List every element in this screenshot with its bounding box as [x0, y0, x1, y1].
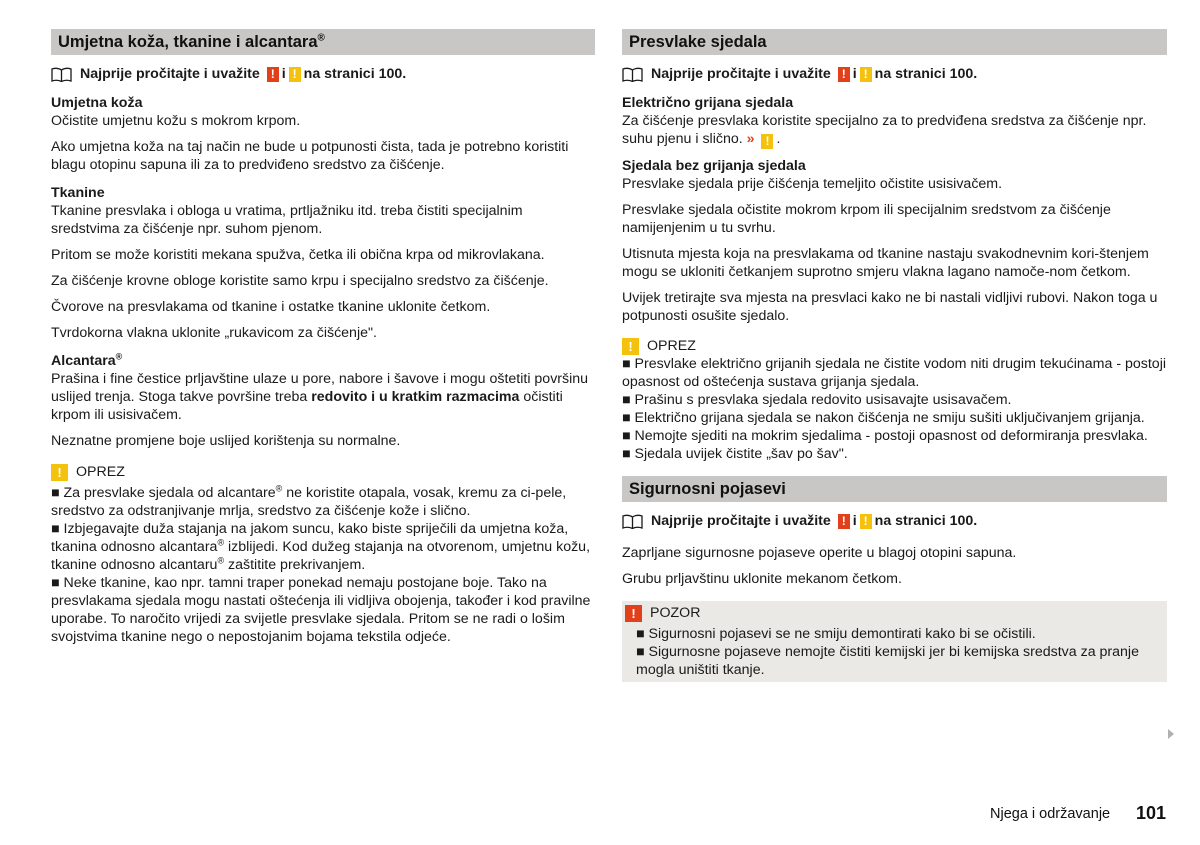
paragraph: Utisnuta mjesta koja na presvlakama od tkanine nastaju svakodnevnim kori-štenjem mogu se ukloniti četkanjem suprotno smjeru vlakna lagano namoče-nom četkom. [622, 246, 1149, 280]
warning-box [622, 601, 1167, 682]
caution-yellow-icon: ! [51, 464, 68, 481]
section-heading-synthetic-leather: Umjetna koža, tkanine i alcantara® [51, 29, 595, 55]
paragraph: Za čišćenje presvlaka koristite specijalno za to predviđena sredstva za čišćenje npr. suhu pjenu i slično. » ! . [622, 113, 1147, 148]
subheading: Tkanine [51, 185, 105, 201]
page-number: 101 [1136, 803, 1167, 823]
paragraph: Pritom se može koristiti mekana spužva, četka ili obična krpa od mikrovlakana. [51, 247, 545, 263]
continue-arrow-icon [1168, 729, 1174, 739]
read-first-note: Najprije pročitajte i uvažite ! i ! na stranici 100. [51, 64, 595, 84]
subheading: Alcantara® [51, 351, 123, 369]
caution-item: ■ Presvlake električno grijanih sjedala ne čistite vodom niti drugim tekućinama - postoji opasnost od oštećenja sustava grijanja sjedala. [622, 356, 1167, 390]
synthetic-leather-block [51, 94, 595, 174]
paragraph: Neznatne promjene boje uslijed korištenja su normalne. [51, 433, 401, 449]
heated-seats-block [622, 94, 1167, 149]
book-icon [622, 67, 643, 82]
warning-item: ■ Sigurnosni pojasevi se ne smiju demontirati kako bi se očistili. [636, 626, 1036, 642]
caution-item: ■ Električno grijana sjedala se nakon čišćenja ne smiju sušiti uključivanjem grijanja. [622, 410, 1145, 426]
paragraph: Grubu prljavštinu uklonite mekanom četkom. [622, 571, 902, 587]
paragraph: Tkanine presvlaka i obloga u vratima, prtljažniku itd. treba čistiti specijalnim sredstvima za čišćenje npr. suhom pjenom. [51, 203, 523, 237]
paragraph: Tvrdokorna vlakna uklonite „rukavicom za čišćenje". [51, 325, 377, 341]
caution-box [622, 337, 1167, 463]
warning-red-icon: ! [267, 67, 279, 82]
see-warning-arrow: » [746, 131, 755, 147]
right-column [622, 29, 1167, 682]
paragraph: Presvlake sjedala očistite mokrom krpom ili specijalnim sredstvom za čišćenje namijenjenim u tu svrhu. [622, 202, 1111, 236]
paragraph: Uvijek tretirajte sva mjesta na presvlaci kako ne bi nastali vidljivi rubovi. Nakon toga u potpunosti osušite sjedalo. [622, 290, 1158, 324]
caution-box [51, 463, 595, 646]
caution-item: ■ Za presvlake sjedala od alcantare® ne koristite otapala, vosak, kremu za ci-pele, sredstvo za odstranjivanje mrlja, sredstvo za čišćenje kože i slično. [51, 483, 567, 519]
paragraph: Prašina i fine čestice prljavštine ulaze u pore, nabore i šavove i mogu oštetiti površinu uslijed trenja. Stoga takve površine treba redovito i u kratkim razmacima očistiti krpom ili usisivačem. [51, 371, 589, 423]
caution-item: ■ Neke tkanine, kao npr. tamni traper ponekad nemaju postojane boje. Tako na presvlakama sjedala mogu nastati oštećenja ili vidljiva obojenja, također i kod pravilne uporabe. To naročito vrijedi za svijetle presvlake sjedala. Pritom se ne radi o lošim svojstvima tkanine nego o nepostojanim bojama tekstila odjeće. [51, 575, 591, 645]
subheading: Sjedala bez grijanja sjedala [622, 158, 806, 174]
warning-red-icon: ! [838, 67, 850, 82]
paragraph: Čvorove na presvlakama od tkanine i ostatke tkanine uklonite četkom. [51, 299, 491, 315]
paragraph: Zaprljane sigurnosne pojaseve operite u blagoj otopini sapuna. [622, 545, 1017, 561]
paragraph: Za čišćenje krovne obloge koristite samo krpu i specijalno sredstvo za čišćenje. [51, 273, 549, 289]
caution-item: ■ Izbjegavajte duža stajanja na jakom suncu, kako biste spriječili da umjetna koža, tkanina odnosno alcantara® izblijedi. Kod dužeg stajanja na otvorenom, umjetnu kožu, tkanine odnosno alcantaru® zaštitite prekrivanjem. [51, 521, 591, 573]
warning-red-icon: ! [625, 605, 642, 622]
book-icon [51, 67, 72, 82]
warning-red-icon: ! [838, 514, 850, 529]
caution-yellow-icon: ! [761, 134, 773, 149]
warning-item: ■ Sigurnosne pojaseve nemojte čistiti kemijski jer bi kemijska sredstva za pranje mogla uništiti tkanje. [636, 644, 1139, 678]
caution-heading: ! OPREZ [622, 337, 1167, 355]
book-icon [622, 514, 643, 529]
caution-yellow-icon: ! [860, 514, 872, 529]
read-first-note: Najprije pročitajte i uvažite ! i ! na stranici 100. [622, 511, 1167, 531]
left-column [51, 29, 595, 646]
alcantara-block [51, 352, 595, 450]
footer-chapter-title: Njega i održavanje [990, 806, 1111, 822]
unheated-seats-block [622, 157, 1167, 325]
caution-yellow-icon: ! [860, 67, 872, 82]
caution-item: ■ Prašinu s presvlaka sjedala redovito usisavajte usisavačem. [622, 392, 1012, 408]
section-heading-seat-covers: Presvlake sjedala [622, 29, 1167, 55]
read-first-note: Najprije pročitajte i uvažite ! i ! na stranici 100. [622, 64, 1167, 84]
paragraph: Očistite umjetnu kožu s mokrom krpom. [51, 113, 301, 129]
caution-item: ■ Sjedala uvijek čistite „šav po šav". [622, 446, 848, 462]
paragraph: Presvlake sjedala prije čišćenja temeljito očistite usisivačem. [622, 176, 1003, 192]
subheading: Umjetna koža [51, 95, 143, 111]
subheading: Električno grijana sjedala [622, 95, 794, 111]
caution-heading: ! OPREZ [51, 463, 595, 481]
caution-yellow-icon: ! [622, 338, 639, 355]
caution-item: ■ Nemojte sjediti na mokrim sjedalima - postoji opasnost od deformiranja presvlaka. [622, 428, 1148, 444]
warning-heading: ! POZOR [622, 604, 1167, 622]
paragraph: Ako umjetna koža na taj način ne bude u potpunosti čista, tada je potrebno koristiti blagu otopinu sapuna ili za to predviđeno sredstvo za čišćenje. [51, 139, 569, 173]
section-heading-seat-belts: Sigurnosni pojasevi [622, 476, 1167, 502]
caution-yellow-icon: ! [289, 67, 301, 82]
fabrics-block [51, 184, 595, 342]
